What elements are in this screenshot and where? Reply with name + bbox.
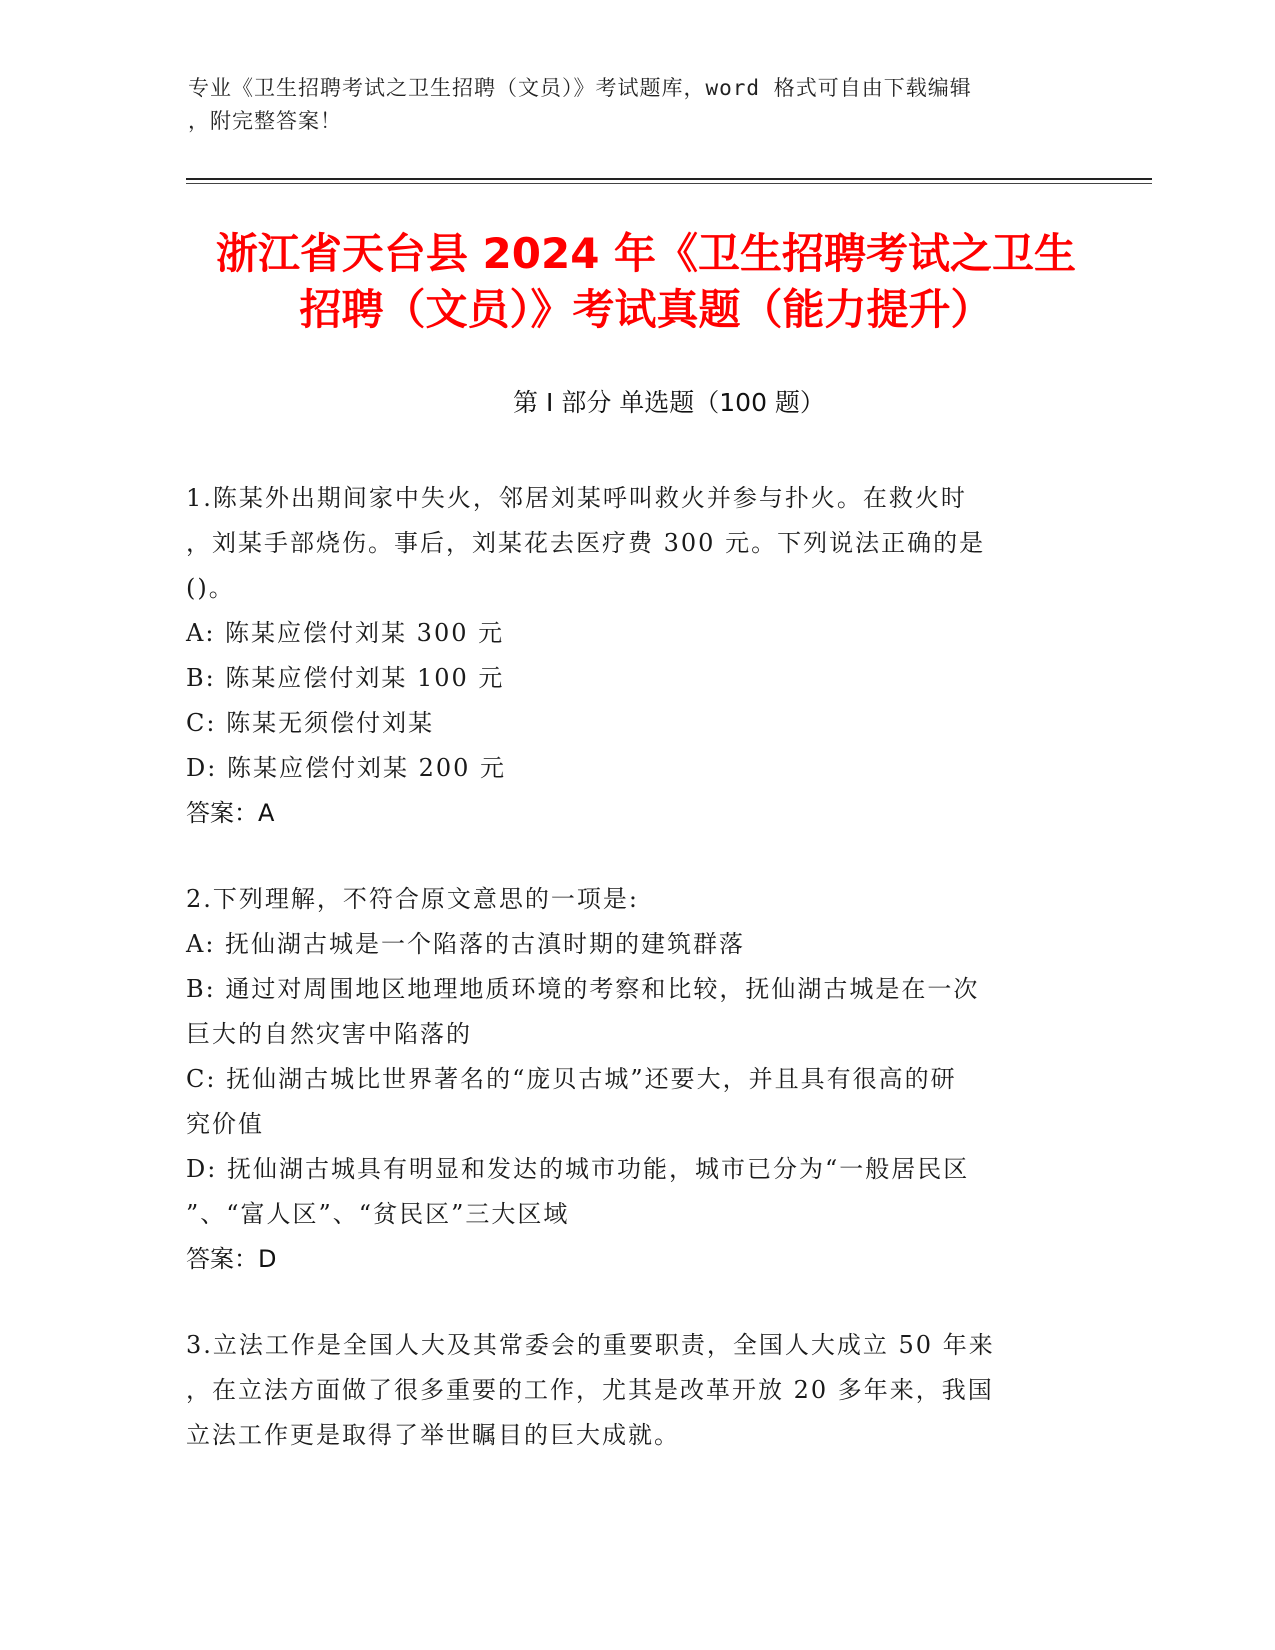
option-b-continued: 巨大的自然灾害中陷落的 xyxy=(186,1020,472,1048)
header-note-line-2: ，附完整答案！ xyxy=(188,109,342,133)
header-divider-thin xyxy=(186,183,1152,184)
question-3 xyxy=(186,1323,1066,1458)
document-title-line-2: 招聘（文员）》考试真题（能力提升） xyxy=(299,285,993,334)
question-list xyxy=(186,476,1066,1500)
question-text-line: 2.下列理解，不符合原文意思的一项是: xyxy=(186,885,639,913)
option-d-continued: ”、“富人区”、“贫民区”三大区域 xyxy=(186,1200,570,1228)
section-title: 第 I 部分 单选题（100 题） xyxy=(513,388,825,417)
option-a: A: 抚仙湖古城是一个陷落的古滇时期的建筑群落 xyxy=(186,930,746,958)
answer-label: 答案：A xyxy=(186,799,275,827)
question-text-line: 1.陈某外出期间家中失火，邻居刘某呼叫救火并参与扑火。在救火时 xyxy=(186,484,967,512)
answer-label: 答案：D xyxy=(186,1245,277,1273)
question-text-line: 立法工作更是取得了举世瞩目的巨大成就。 xyxy=(186,1421,680,1449)
option-c: C: 抚仙湖古城比世界著名的“庞贝古城”还要大，并且具有很高的研 xyxy=(186,1065,957,1093)
option-d: D: 抚仙湖古城具有明显和发达的城市功能，城市已分为“一般居民区 xyxy=(186,1155,970,1183)
question-text-line: ()。 xyxy=(186,574,235,602)
document-title xyxy=(186,226,1106,338)
option-d: D: 陈某应偿付刘某 200 元 xyxy=(186,754,507,782)
option-c: C: 陈某无须偿付刘某 xyxy=(186,709,435,737)
question-text-line: 3.立法工作是全国人大及其常委会的重要职责，全国人大成立 50 年来 xyxy=(186,1331,995,1359)
option-c-continued: 究价值 xyxy=(186,1110,264,1138)
header-note xyxy=(188,72,1068,138)
document-title-line-1: 浙江省天台县 2024 年《卫生招聘考试之卫生 xyxy=(215,229,1077,278)
question-text-line: ，在立法方面做了很多重要的工作，尤其是改革开放 20 多年来，我国 xyxy=(186,1376,994,1404)
option-b: B: 通过对周围地区地理地质环境的考察和比较，抚仙湖古城是在一次 xyxy=(186,975,980,1003)
header-divider-thick xyxy=(186,178,1152,180)
header-note-line-1: 专业《卫生招聘考试之卫生招聘（文员）》考试题库，word 格式可自由下载编辑 xyxy=(188,76,972,100)
question-1 xyxy=(186,476,1066,835)
question-text-line: ，刘某手部烧伤。事后，刘某花去医疗费 300 元。下列说法正确的是 xyxy=(186,529,986,557)
option-a: A: 陈某应偿付刘某 300 元 xyxy=(186,619,505,647)
option-b: B: 陈某应偿付刘某 100 元 xyxy=(186,664,505,692)
question-2 xyxy=(186,877,1066,1281)
